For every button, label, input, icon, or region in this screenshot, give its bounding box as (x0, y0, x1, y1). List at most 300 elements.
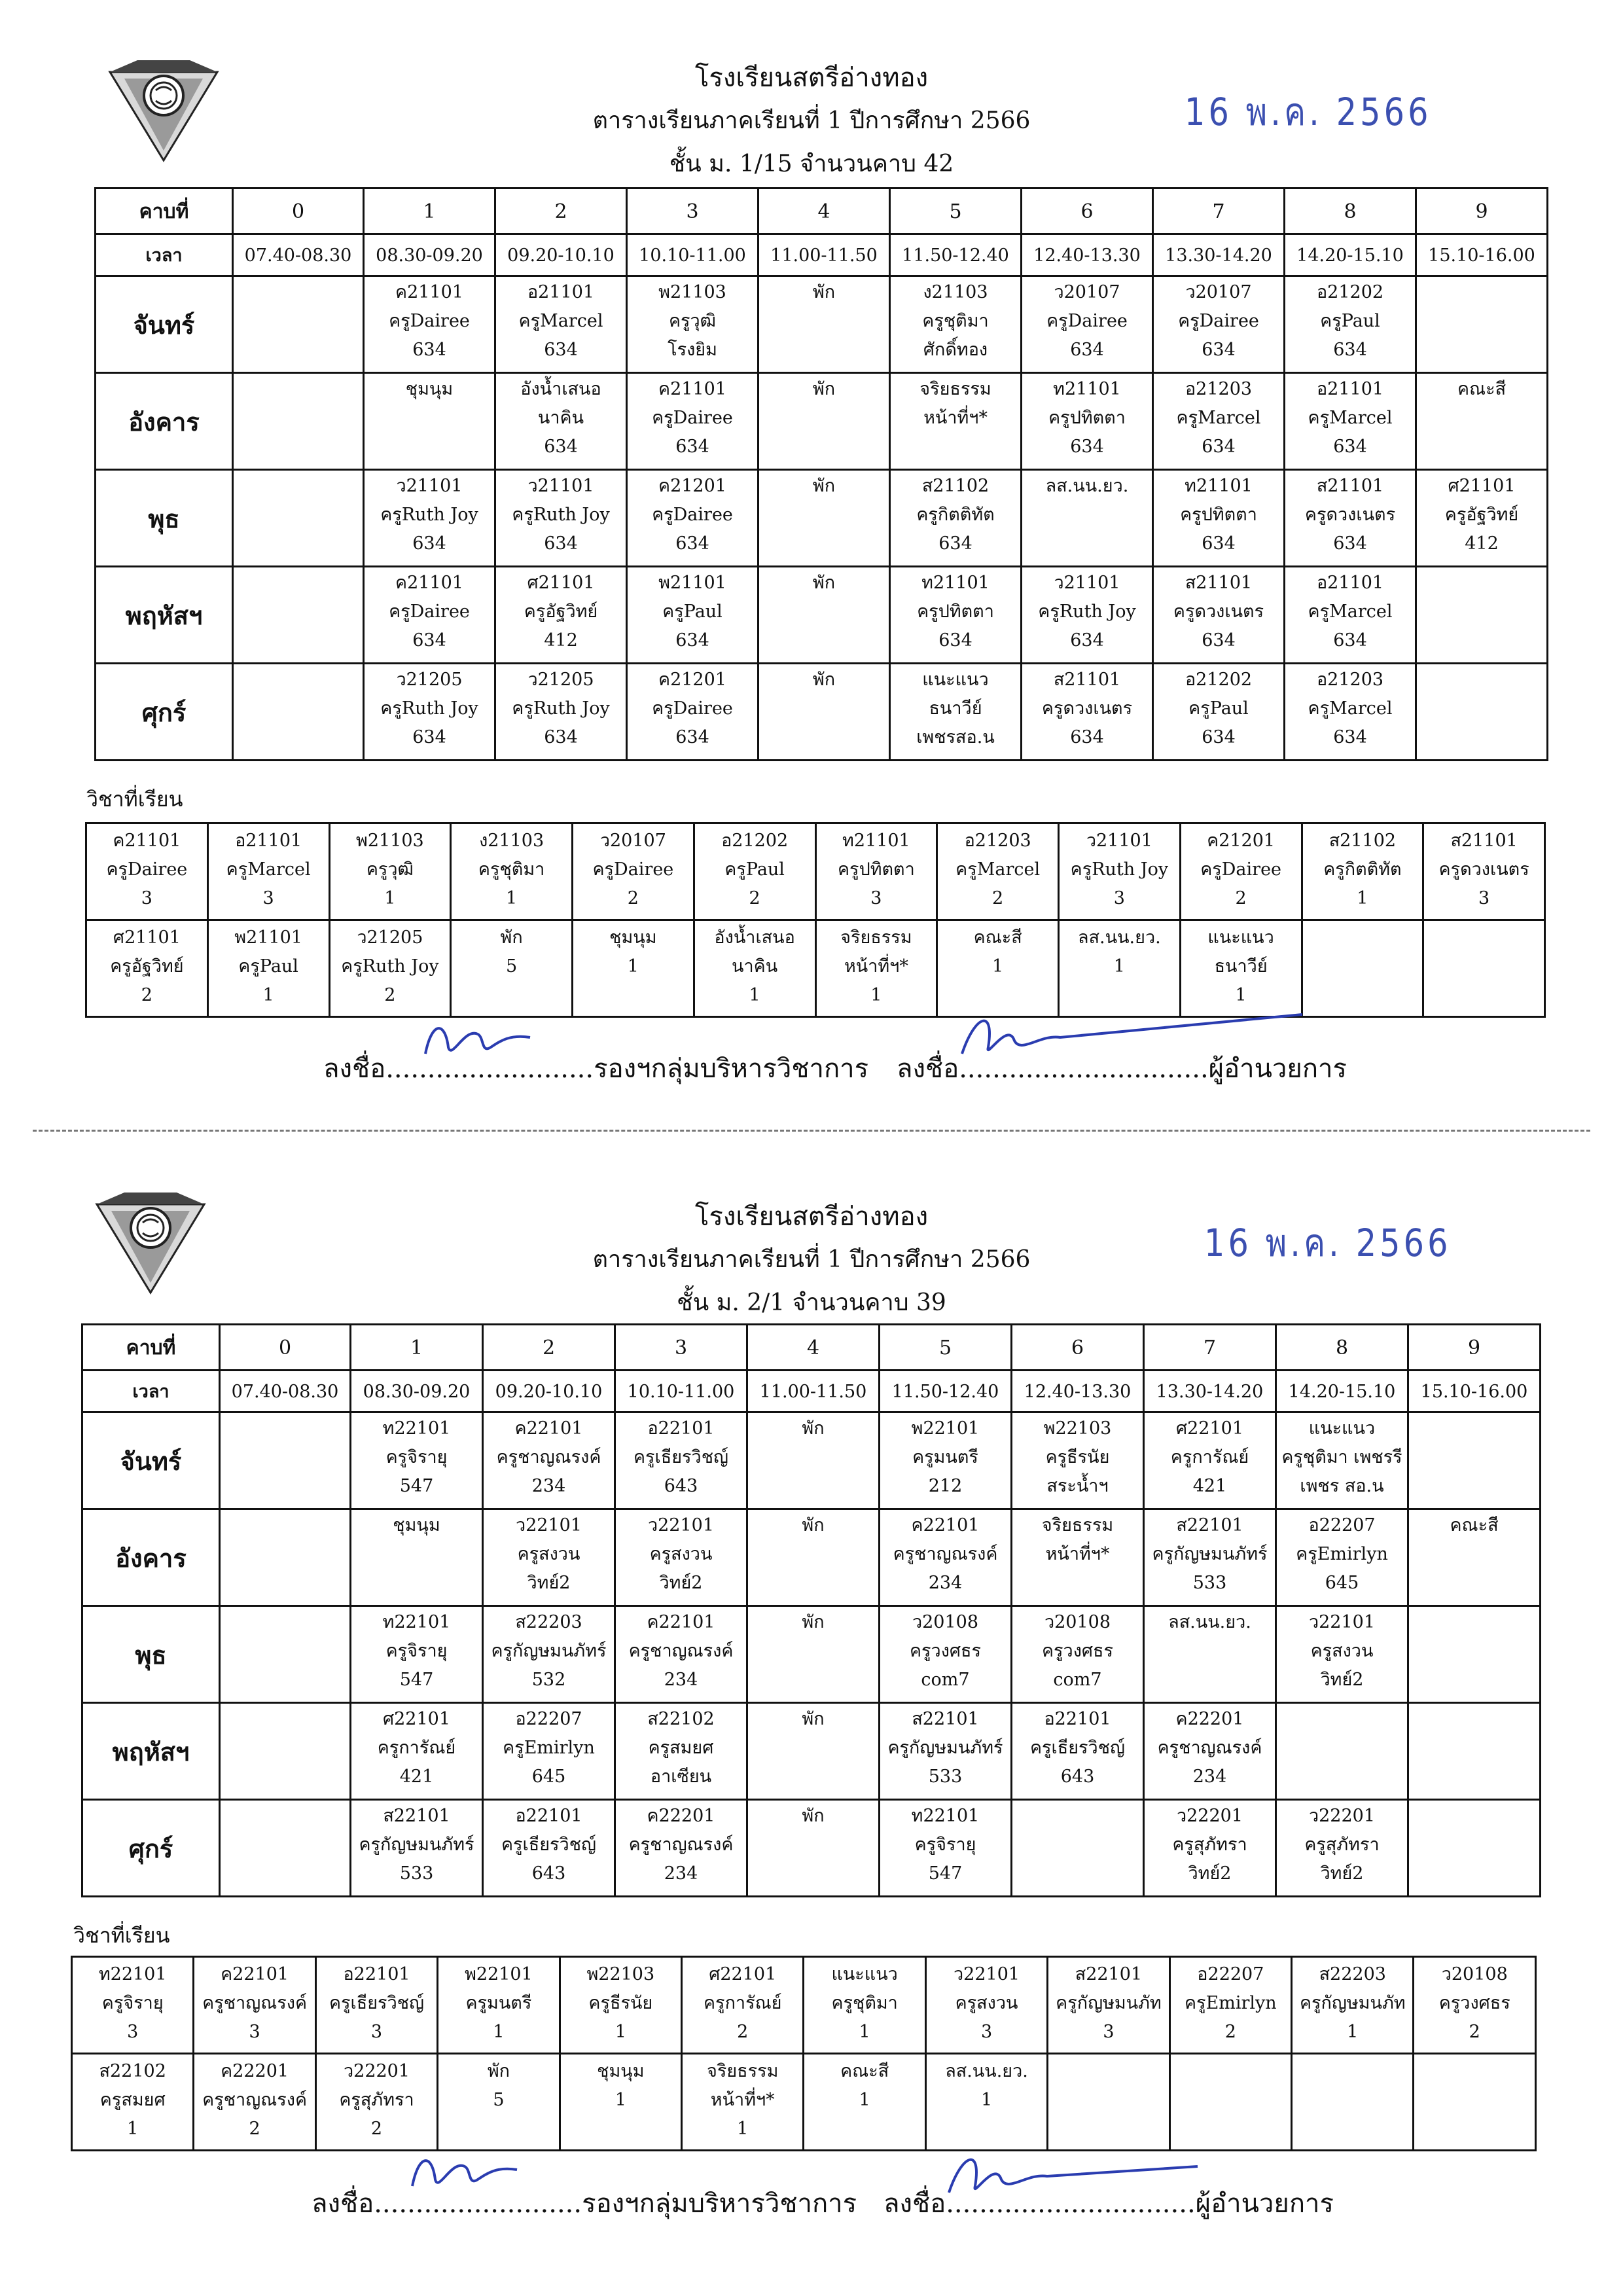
date-stamp: 16 พ.ค. 2566 (1185, 90, 1432, 134)
timetable-cell-line: ครูชาญณรงค์ (628, 1641, 734, 1661)
day-name: พฤหัสฯ (82, 1703, 220, 1800)
period-number: 2 (495, 188, 627, 234)
timetable-cell (220, 1509, 351, 1606)
subject-cell-line: ครูวงศธร (1438, 1993, 1510, 2013)
subject-cell (207, 823, 329, 920)
timetable-cell (495, 276, 627, 373)
period-number: 8 (1276, 1325, 1408, 1371)
timetable-cell-line: อ21101 (527, 282, 595, 302)
timetable-cell-line: 634 (544, 533, 578, 554)
subject-cell-line: ครูชาญณรงค์ (202, 1993, 308, 2013)
subject-cell-line: 5 (493, 2090, 505, 2110)
subject-cell (815, 823, 937, 920)
timetable-cell (1276, 1703, 1408, 1800)
timetable-cell-line: พัก (802, 1418, 825, 1439)
timetable-cell (351, 1703, 483, 1800)
timetable-cell-line: อ22101 (647, 1418, 715, 1439)
timetable-cell-line: จริยธรรม (919, 379, 991, 399)
timetable-cell-line: 634 (1202, 340, 1236, 360)
timetable-cell-line: ครูสุภัทรา (1304, 1835, 1380, 1855)
timetable-cell (220, 1606, 351, 1703)
subject-cell-line: 1 (859, 2022, 870, 2042)
subject-cell-line: ชุมนุม (609, 927, 657, 948)
timetable-cell-line: ครูดวงเนตร (1041, 698, 1133, 719)
timetable-cell (880, 1800, 1012, 1897)
timetable-cell-line: ครูกัญษมนภัทร์ (1152, 1544, 1268, 1564)
timetable-cell-line: พัก (802, 1515, 825, 1535)
timetable-cell-line: 412 (544, 630, 578, 651)
timetable-cell-line: โรงยิม (668, 340, 717, 360)
subject-cell (72, 2054, 194, 2151)
subject-cell-line: คณะสี (973, 927, 1022, 948)
timetable-cell-line: ครูRuth Joy (380, 698, 478, 719)
timetable-cell-line: 634 (544, 727, 578, 747)
timetable-cell-line: 634 (412, 340, 446, 360)
period-number: 6 (1022, 188, 1153, 234)
subject-cell-line: ลส.นน.ยว. (945, 2061, 1028, 2081)
timetable-cell-line: อ21202 (1185, 670, 1253, 690)
timetable-cell-line: ครูกัญษมนภัทร์ (887, 1738, 1003, 1758)
subject-cell-line: จริยธรรม (840, 927, 912, 948)
timetable-cell-line: ครูปทิตตา (1180, 505, 1257, 525)
timetable-cell (1285, 470, 1416, 567)
period-time: 08.30-09.20 (351, 1371, 483, 1412)
subject-cell-line: ครูPaul (724, 859, 785, 880)
timetable-cell-line: พัก (802, 1612, 825, 1632)
timetable-cell-line: 643 (531, 1863, 566, 1884)
subject-cell-line: 3 (370, 2022, 383, 2042)
period-time: 14.20-15.10 (1285, 234, 1416, 276)
subject-cell-line: ครูอัฐวิทย์ (110, 956, 184, 977)
subject-cell-line: 2 (384, 985, 396, 1005)
timetable-cell-line: 533 (928, 1767, 963, 1787)
period-number: 1 (351, 1325, 483, 1371)
timetable-cell-line: ศ22101 (1175, 1418, 1244, 1439)
timetable-cell-line: 547 (399, 1476, 434, 1496)
subject-cell-line: ครูDairee (592, 859, 674, 880)
day-name: พุธ (82, 1606, 220, 1703)
timetable-cell (1276, 1509, 1408, 1606)
subject-cell-line: 2 (249, 2119, 260, 2139)
timetable-cell-line: 634 (412, 533, 446, 554)
timetable-cell-line: พัก (812, 282, 836, 302)
subject-cell-line: 3 (870, 888, 882, 908)
timetable-cell-line: ส21101 (1053, 670, 1121, 690)
timetable-cell-line: ครูชุติมา (922, 311, 989, 331)
timetable-cell (627, 567, 758, 664)
timetable-cell-line: ครูRuth Joy (512, 505, 610, 525)
subject-cell-line: 1 (127, 2119, 139, 2139)
timetable-cell (615, 1509, 747, 1606)
timetable-cell-line: ครูPaul (662, 601, 722, 622)
subject-cell-line: ครูการัณย์ (704, 1993, 782, 2013)
timetable-cell-line: ครูDairee (389, 601, 470, 622)
timetable-cell-line: ว22101 (1308, 1612, 1376, 1632)
subject-cell-line: 1 (262, 985, 274, 1005)
timetable-cell-line: วิทย์2 (1320, 1670, 1364, 1690)
subject-cell-line: ค22201 (221, 2061, 289, 2081)
subject-cell-line: ลส.นน.ยว. (1078, 927, 1161, 948)
timetable-cell-line: อังน้ำเสนอ (520, 379, 601, 399)
timetable-cell (880, 1412, 1012, 1509)
timetable-cell (758, 373, 890, 470)
timetable-cell (615, 1800, 747, 1897)
timetable-cell-line: ค21101 (658, 379, 726, 399)
period-time: 12.40-13.30 (1012, 1371, 1144, 1412)
date-stamp: 16 พ.ค. 2566 (1204, 1221, 1452, 1265)
subject-cell-line: พ21101 (234, 927, 302, 948)
subject-cell-line: 1 (980, 2090, 993, 2110)
subject-cell (1292, 1957, 1414, 2054)
page-divider (33, 1130, 1590, 1132)
timetable-cell-line: 634 (1202, 533, 1236, 554)
subject-cell-line: ท21101 (842, 831, 910, 851)
timetable-cell (220, 1412, 351, 1509)
timetable-cell-line: แนะแนว (922, 670, 989, 690)
subject-cell-line: ส22101 (1075, 1964, 1143, 1984)
signature-director: ลงชื่อ..............................ผู้อำนวยการ (883, 2189, 1334, 2219)
timetable-cell-line: อ21203 (1316, 670, 1384, 690)
subject-cell-line: ครูDairee (1200, 859, 1282, 880)
subject-cell-line: 1 (737, 2119, 749, 2139)
timetable-cell-line: 634 (1333, 533, 1367, 554)
timetable-cell-line: ครูกัญษมนภัทร์ (359, 1835, 474, 1855)
timetable-cell (747, 1703, 880, 1800)
subject-cell-line: ครูมนตรี (465, 1993, 532, 2013)
timetable-cell (1276, 1412, 1408, 1509)
timetable-cell-line: ค22101 (911, 1515, 980, 1535)
timetable-cell (747, 1412, 880, 1509)
timetable-cell-line: ครูดวงเนตร (1173, 601, 1264, 622)
timetable-cell (1285, 373, 1416, 470)
subject-cell-line: อ21202 (721, 831, 789, 851)
subject-cell-line: 1 (870, 985, 882, 1005)
timetable-cell-line: วิทย์2 (527, 1573, 571, 1593)
timetable-cell (495, 373, 627, 470)
timetable-cell-line: ครูเธียรวิชญ์ (1029, 1738, 1126, 1758)
subject-cell-line: ธนาวีย์ (1214, 956, 1268, 977)
subject-cell (573, 823, 694, 920)
timetable-cell-line: อ22101 (1044, 1709, 1111, 1729)
period-time: 10.10-11.00 (627, 234, 758, 276)
subject-cell (1414, 2054, 1536, 2151)
timetable-cell-line: ว20107 (1185, 282, 1252, 302)
timetable-cell-line: ธนาวีย์ (929, 698, 982, 719)
period-time: 07.40-08.30 (220, 1371, 351, 1412)
timetable-cell (627, 276, 758, 373)
timetable-cell-line: ครูMarcel (1176, 408, 1261, 428)
subject-cell-line: ครูเธียรวิชญ์ (329, 1993, 425, 2013)
period-time: 08.30-09.20 (364, 234, 495, 276)
timetable-cell-line: พัก (812, 476, 836, 496)
timetable-cell (890, 664, 1022, 761)
timetable-cell (615, 1412, 747, 1509)
timetable-cell-line: 634 (412, 727, 446, 747)
timetable-cell (1022, 373, 1153, 470)
timetable-cell-line: ครูชาญณรงค์ (628, 1835, 734, 1855)
day-name: จันทร์ (82, 1412, 220, 1509)
timetable-cell-line: ว22201 (1176, 1806, 1243, 1826)
subject-cell (1302, 823, 1423, 920)
timetable-cell (1153, 276, 1285, 373)
subject-cell-line: ครูปทิตตา (838, 859, 915, 880)
timetable-cell-line: ครูปทิตตา (1048, 408, 1126, 428)
subject-cell-line: 1 (1347, 2022, 1359, 2042)
subject-cell-line: 1 (493, 2022, 505, 2042)
timetable-cell-line: ครูสุภัทรา (1172, 1835, 1247, 1855)
subject-cell (194, 2054, 315, 2151)
timetable-cell-line: ครูMarcel (1308, 408, 1393, 428)
timetable-cell (615, 1606, 747, 1703)
subject-cell (804, 1957, 925, 2054)
subject-cell-line: 2 (737, 2022, 749, 2042)
timetable-cell-line: ค22101 (647, 1612, 715, 1632)
timetable-cell-line: 634 (1202, 437, 1236, 457)
subject-cell (329, 823, 451, 920)
subject-cell-line: หน้าที่ฯ* (710, 2090, 775, 2110)
timetable-cell-line: พ21101 (658, 573, 726, 593)
timetable-cell (364, 373, 495, 470)
time-header: เวลา (82, 1371, 220, 1412)
subject-cell-line: อังน้ำเสนอ (714, 927, 795, 948)
subject-cell-line: 2 (1224, 2022, 1236, 2042)
subject-cell (682, 2054, 804, 2151)
timetable-cell-line: วิทย์2 (1320, 1863, 1364, 1884)
timetable-cell-line: ว20108 (1044, 1612, 1111, 1632)
timetable-cell-line: ครูมนตรี (912, 1447, 978, 1467)
timetable-cell-line: ท22101 (911, 1806, 980, 1826)
subject-cell-line: พ21103 (356, 831, 424, 851)
subject-cell-line: ครูธีรนัย (588, 1993, 653, 2013)
subject-cell (1059, 823, 1181, 920)
timetable-cell-line: ครูMarcel (1308, 601, 1393, 622)
subject-cell-line: 3 (1103, 2022, 1115, 2042)
subject-cell (1048, 2054, 1169, 2151)
timetable-cell-line: ส22101 (912, 1709, 979, 1729)
timetable-cell (233, 470, 364, 567)
timetable-cell (627, 373, 758, 470)
subject-cell-line: ครูRuth Joy (1070, 859, 1169, 880)
timetable-cell-line: 634 (675, 727, 709, 747)
timetable-cell (1408, 1509, 1541, 1606)
period-number: 0 (233, 188, 364, 234)
period-time: 11.00-11.50 (747, 1371, 880, 1412)
timetable-cell-line: จริยธรรม (1041, 1515, 1114, 1535)
timetable-cell (1012, 1509, 1144, 1606)
timetable-cell-line: 412 (1465, 533, 1499, 554)
timetable-cell (1285, 664, 1416, 761)
timetable-cell-line: 634 (412, 630, 446, 651)
timetable-cell (233, 373, 364, 470)
subject-cell-line: ว22201 (343, 2061, 410, 2081)
timetable-cell-line: ส21102 (921, 476, 990, 496)
timetable-cell (1012, 1606, 1144, 1703)
timetable-cell (1408, 1606, 1541, 1703)
timetable-cell-line: 634 (1202, 630, 1236, 651)
timetable-cell-line: พ22101 (911, 1418, 980, 1439)
period-number: 4 (747, 1325, 880, 1371)
timetable-cell (1144, 1606, 1276, 1703)
timetable-cell-line: ว22101 (515, 1515, 582, 1535)
timetable-cell (483, 1703, 615, 1800)
subject-cell (451, 920, 573, 1017)
subject-cell-line: ครูPaul (238, 956, 298, 977)
subject-cell-line: 3 (141, 888, 152, 908)
timetable-cell (747, 1606, 880, 1703)
period-number: 2 (483, 1325, 615, 1371)
timetable-cell-line: ครูMarcel (518, 311, 603, 331)
subject-cell-line: ครูEmirlyn (1185, 1993, 1277, 2013)
timetable-cell-line: เพชรสอ.น (916, 727, 995, 747)
timetable-cell-line: แนะแนว (1308, 1418, 1376, 1439)
timetable-cell-line: พ22103 (1043, 1418, 1112, 1439)
subject-cell-line: ชุมนุม (597, 2061, 645, 2081)
subject-cell (560, 2054, 681, 2151)
subject-cell (438, 1957, 560, 2054)
subject-cell-line: ครูวุฒิ (366, 859, 414, 880)
subject-cell (1423, 920, 1545, 1017)
timetable-cell-line: พัก (812, 670, 836, 690)
timetable-cell-line: 634 (544, 437, 578, 457)
timetable-cell-line: ครูวงศธร (1041, 1641, 1114, 1661)
period-time: 12.40-13.30 (1022, 234, 1153, 276)
timetable-cell (495, 567, 627, 664)
timetable-cell-line: ครูEmirlyn (1296, 1544, 1388, 1564)
timetable-cell-line: ว21101 (1054, 573, 1120, 593)
subject-cell-line: นาคิน (732, 956, 778, 977)
timetable-cell-line: ว21101 (527, 476, 594, 496)
subject-cell-line: 2 (141, 985, 152, 1005)
timetable-cell-line: วิทย์2 (659, 1573, 703, 1593)
subject-cell-line: 3 (249, 2022, 260, 2042)
timetable-cell-line: com7 (1053, 1670, 1102, 1690)
timetable-cell-line: ครูสงวน (1310, 1641, 1374, 1661)
subject-cell-line: 2 (1469, 2022, 1480, 2042)
term-title: ตารางเรียนภาคเรียนที่ 1 ปีการศึกษา 2566 (592, 1246, 1031, 1273)
timetable-cell-line: 645 (531, 1767, 566, 1787)
subject-cell-line: แนะแนว (831, 1964, 898, 1984)
timetable-cell-line: 547 (928, 1863, 963, 1884)
day-name: ศุกร์ (82, 1800, 220, 1897)
timetable-cell-line: พัก (802, 1806, 825, 1826)
subject-cell (329, 920, 451, 1017)
subject-cell (86, 823, 208, 920)
subject-cell-line: ส21102 (1329, 831, 1397, 851)
timetable-cell (615, 1703, 747, 1800)
timetable-cell-line: ครูจิรายุ (914, 1835, 976, 1855)
timetable-cell (1022, 567, 1153, 664)
timetable-cell-line: อ21203 (1185, 379, 1253, 399)
timetable-cell (1144, 1703, 1276, 1800)
subject-cell-line: ง21103 (479, 831, 544, 851)
subject-cell-line: 1 (1235, 985, 1247, 1005)
timetable-cell (1408, 1800, 1541, 1897)
timetable-cell-line: 234 (664, 1670, 698, 1690)
timetable-cell-line: 645 (1325, 1573, 1359, 1593)
period-number: 6 (1012, 1325, 1144, 1371)
subject-cell (451, 823, 573, 920)
subject-cell-line: ท22101 (98, 1964, 167, 1984)
timetable-cell (1416, 373, 1548, 470)
timetable-cell-line: ครูสมยศ (648, 1738, 714, 1758)
period-time: 11.00-11.50 (758, 234, 890, 276)
subject-cell-line: ค21201 (1207, 831, 1275, 851)
period-header: คาบที่ (82, 1325, 220, 1371)
timetable-cell-line: 634 (1333, 437, 1367, 457)
timetable-cell (364, 276, 495, 373)
day-name: พฤหัสฯ (96, 567, 233, 664)
period-number: 3 (627, 188, 758, 234)
timetable-cell-line: หน้าที่ฯ* (1045, 1544, 1110, 1564)
deputy-signature-mark (419, 1008, 537, 1067)
period-number: 9 (1416, 188, 1548, 234)
class-info: ชั้น ม. 1/15 จำนวนคาบ 42 (669, 151, 954, 177)
timetable-cell-line: ค22101 (514, 1418, 583, 1439)
timetable-cell (890, 567, 1022, 664)
subject-cell-line: 5 (506, 956, 518, 977)
subject-cell (804, 2054, 925, 2151)
timetable-cell-line: ศ22101 (382, 1709, 451, 1729)
subject-cell-line: แนะแนว (1207, 927, 1274, 948)
period-time: 13.30-14.20 (1153, 234, 1285, 276)
timetable-cell (364, 664, 495, 761)
subject-cell-line: 3 (127, 2022, 139, 2042)
timetable-cell-line: com7 (921, 1670, 970, 1690)
period-number: 7 (1153, 188, 1285, 234)
timetable-cell-line: ครูRuth Joy (512, 698, 610, 719)
timetable-cell-line: ครูRuth Joy (1038, 601, 1136, 622)
timetable-cell-line: ส22203 (515, 1612, 582, 1632)
subject-cell-line: 1 (615, 2022, 626, 2042)
class-info: ชั้น ม. 2/1 จำนวนคาบ 39 (677, 1289, 946, 1316)
timetable-cell (1144, 1412, 1276, 1509)
subject-cell (1169, 1957, 1291, 2054)
subject-cell-line: ครูชุติมา (831, 1993, 898, 2013)
subject-cell (682, 1957, 804, 2054)
subject-cell-line: ครูMarcel (955, 859, 1041, 880)
timetable-cell-line: ครูวุฒิ (668, 311, 717, 331)
period-number: 1 (364, 188, 495, 234)
subject-cell-line: 3 (980, 2022, 993, 2042)
timetable-cell-line: ครูEmirlyn (503, 1738, 595, 1758)
director-signature-mark (942, 1001, 1309, 1067)
subject-cell-line: 2 (627, 888, 639, 908)
timetable-cell-line: นาคิน (537, 408, 584, 428)
timetable-cell (233, 276, 364, 373)
timetable-cell-line: ครูDairee (389, 311, 470, 331)
timetable-cell (758, 276, 890, 373)
subject-cell-line: ศ21101 (113, 927, 181, 948)
timetable-cell-line: ครูMarcel (1308, 698, 1393, 719)
timetable-cell (1022, 664, 1153, 761)
timetable-cell-line: ท22101 (382, 1612, 451, 1632)
subject-cell-line: 2 (370, 2119, 383, 2139)
subject-cell-line: 1 (749, 985, 760, 1005)
timetable-cell-line: 634 (938, 533, 972, 554)
subject-cell (1292, 2054, 1414, 2151)
subject-cell-line: 1 (859, 2090, 870, 2110)
subject-cell-line: อ21203 (964, 831, 1031, 851)
subject-cell (1180, 823, 1302, 920)
subject-cell-line: 3 (262, 888, 274, 908)
timetable-cell-line: ครูธีรนัย (1045, 1447, 1110, 1467)
timetable-cell (1276, 1800, 1408, 1897)
period-number: 5 (880, 1325, 1012, 1371)
period-time: 09.20-10.10 (483, 1371, 615, 1412)
subjects-label: วิชาที่เรียน (86, 787, 183, 812)
subject-cell-line: ว21205 (357, 927, 423, 948)
subject-cell-line: 2 (749, 888, 760, 908)
